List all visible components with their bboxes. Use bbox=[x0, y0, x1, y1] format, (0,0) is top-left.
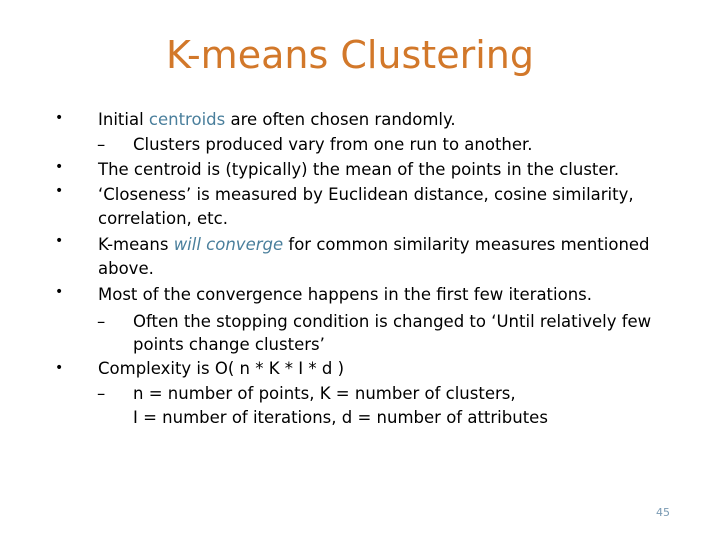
dash-icon: – bbox=[97, 312, 106, 331]
text-segment: Initial bbox=[98, 110, 149, 129]
bullet-icon: • bbox=[55, 284, 64, 300]
bullet-text: ‘Closeness’ is measured by Euclidean distance, cosine similarity, bbox=[98, 185, 634, 204]
bullet-text bbox=[98, 108, 456, 132]
highlighted-text: will converge bbox=[173, 235, 284, 254]
dash-icon: – bbox=[97, 384, 106, 403]
text-segment: are often chosen randomly. bbox=[225, 110, 456, 129]
sub-bullet-text: n = number of points, K = number of clusters, bbox=[133, 384, 516, 403]
bullet-text bbox=[98, 233, 650, 257]
bullet-icon: • bbox=[55, 159, 64, 175]
highlighted-text: centroids bbox=[148, 110, 226, 129]
sub-bullet-text-continued: points change clusters’ bbox=[133, 335, 325, 354]
bullet-text: Complexity is O( n * K * I * d ) bbox=[98, 359, 345, 378]
page-number: 45 bbox=[656, 506, 670, 519]
bullet-icon: • bbox=[55, 183, 64, 199]
sub-bullet-text: Often the stopping condition is changed to ‘Until relatively few bbox=[133, 312, 652, 331]
bullet-icon: • bbox=[55, 233, 64, 249]
dash-icon: – bbox=[97, 135, 106, 154]
bullet-icon: • bbox=[55, 360, 64, 376]
bullet-text-continued: correlation, etc. bbox=[98, 209, 228, 228]
sub-bullet-text: Clusters produced vary from one run to another. bbox=[133, 135, 533, 154]
sub-bullet-text-continued: I = number of iterations, d = number of attributes bbox=[133, 408, 548, 427]
bullet-text: Most of the convergence happens in the first few iterations. bbox=[98, 285, 593, 304]
bullet-text-continued: above. bbox=[98, 259, 154, 278]
text-segment: K-means bbox=[98, 235, 174, 254]
bullet-icon: • bbox=[55, 110, 64, 126]
bullet-text: The centroid is (typically) the mean of the points in the cluster. bbox=[98, 160, 620, 179]
slide-title: K-means Clustering bbox=[166, 33, 534, 77]
text-segment: for common similarity measures mentioned bbox=[283, 235, 650, 254]
